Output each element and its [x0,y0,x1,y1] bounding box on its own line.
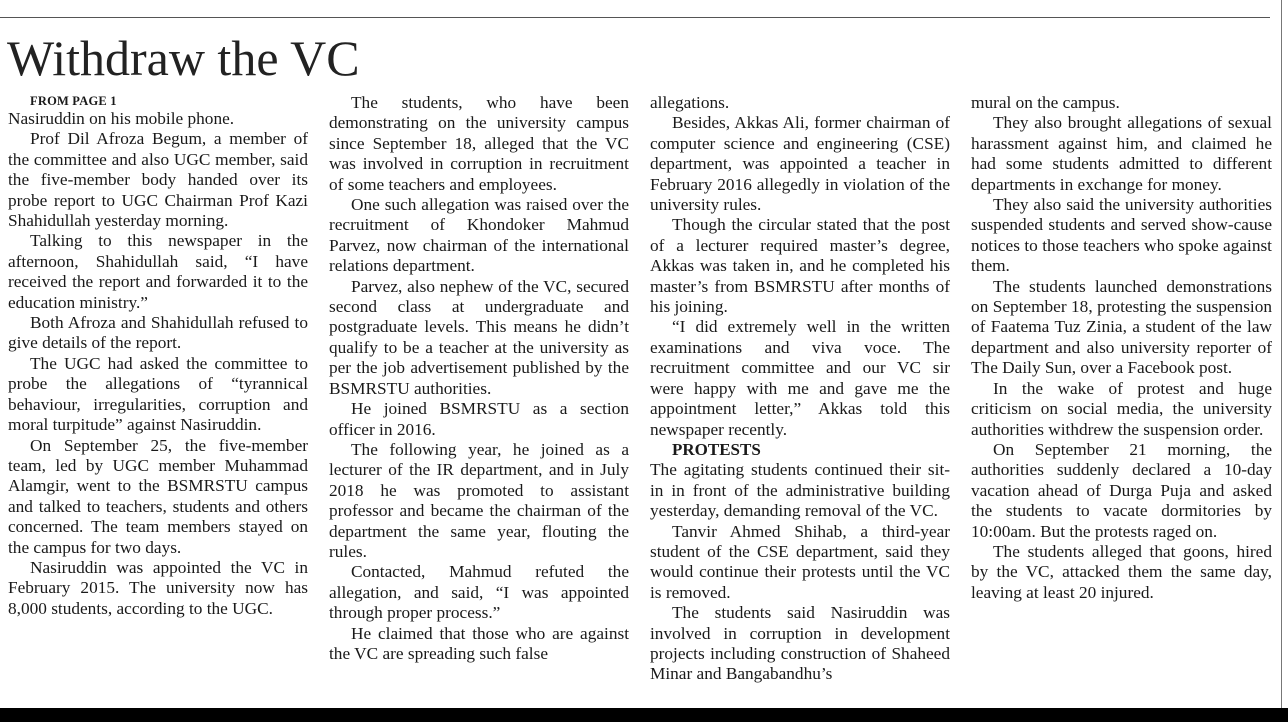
paragraph: Parvez, also nephew of the VC, secured second class at undergraduate and postgraduate levels. This means he didn’t qualify to be a teacher at the university as per the job advertisement published by the BSMRSTU authorities. [329,276,629,398]
paragraph: They also said the university authorities suspended students and served show-cause notices to those teachers who spoke against them. [971,195,1272,276]
paragraph: Prof Dil Afroza Begum, a member of the committee and also UGC member, said the five-member body handed over its probe report to UGC Chairman Prof Kazi Shahidullah yesterday morning. [8,129,308,231]
paragraph: Besides, Akkas Ali, former chairman of computer science and engineering (CSE) department, was appointed a teacher in February 2016 allegedly in violation of the university rules. [650,113,950,215]
paragraph: The agitating students continued their sit-in in front of the administrative building yesterday, demanding removal of the VC. [650,460,950,521]
paragraph: The students, who have been demonstrating on the university campus since September 18, alleged that the VC was involved in corruption in recruitment of some teachers and employees. [329,93,629,194]
paragraph: Contacted, Mahmud refuted the allegation, and said, “I was appointed through proper process.” [329,562,629,623]
paragraph: The students launched demonstrations on September 18, protesting the suspension of Faatema Tuz Zinia, a student of the law department and also university reporter of The Daily Sun, over a Facebook post. [971,276,1272,378]
article-column-3 [650,93,950,685]
paragraph: One such allegation was raised over the recruitment of Khondoker Mahmud Parvez, now chairman of the international relations department. [329,195,629,276]
column-edge-rule [1281,0,1282,708]
article-column-1 [8,93,308,619]
top-rule [0,17,1270,18]
article-column-2 [329,93,629,664]
jump-line: FROM PAGE 1 [30,94,117,108]
subheading-protests: PROTESTS [672,439,761,459]
paragraph: They also brought allegations of sexual harassment against him, and claimed he had some students admitted to different departments in exchange for money. [971,113,1272,194]
paragraph: He claimed that those who are against the VC are spreading such false [329,623,629,663]
paragraph: Nasiruddin was appointed the VC in February 2015. The university now has 8,000 students, according to the UGC. [8,557,308,618]
paragraph: The UGC had asked the committee to probe the allegations of “tyrannical behaviour, irregularities, corruption and moral turpitude” against Nasiruddin. [8,353,308,435]
paragraph: In the wake of protest and huge criticism on social media, the university authorities withdrew the suspension order. [971,378,1272,439]
paragraph: The students alleged that goons, hired by the VC, attacked them the same day, leaving at least 20 injured. [971,541,1272,602]
paragraph: The students said Nasiruddin was involved in corruption in development projects including construction of Shaheed Minar and Bangabandhu’s [650,603,950,684]
bottom-edge [0,708,1288,722]
article-column-4 [971,93,1272,603]
paragraph: Talking to this newspaper in the afternoon, Shahidullah said, “I have received the report and forwarded it to the education ministry.” [8,231,308,312]
paragraph: allegations. [650,93,730,112]
paragraph: The following year, he joined as a lecturer of the IR department, and in July 2018 he was promoted to assistant professor and became the chairman of the department the same year, flouting the rules. [329,439,629,561]
paragraph: Both Afroza and Shahidullah refused to give details of the report. [8,313,308,353]
paragraph: Nasiruddin on his mobile phone. [8,109,235,128]
paragraph: Though the circular stated that the post of a lecturer required master’s degree, Akkas was taken in, and he completed his master’s from BSMRSTU after months of his joining. [650,215,950,317]
paragraph: He joined BSMRSTU as a section officer in 2016. [329,399,629,439]
paragraph: On September 25, the five-member team, led by UGC member Muhammad Alamgir, went to the BSMRSTU campus and talked to teachers, students and others concerned. The team members stayed on the campus for two days. [8,435,308,557]
paragraph: mural on the campus. [971,93,1120,112]
paragraph: Tanvir Ahmed Shihab, a third-year student of the CSE department, said they would continue their protests until the VC is removed. [650,521,950,602]
paragraph: On September 21 morning, the authorities suddenly declared a 10-day vacation ahead of Durga Puja and asked the students to vacate dormitories by 10:00am. But the protests raged on. [971,439,1272,541]
headline: Withdraw the VC [7,30,360,86]
paragraph: “I did extremely well in the written examinations and viva voce. The recruitment committee and our VC sir were happy with me and gave me the appointment letter,” Akkas told this newspaper recently. [650,317,950,439]
